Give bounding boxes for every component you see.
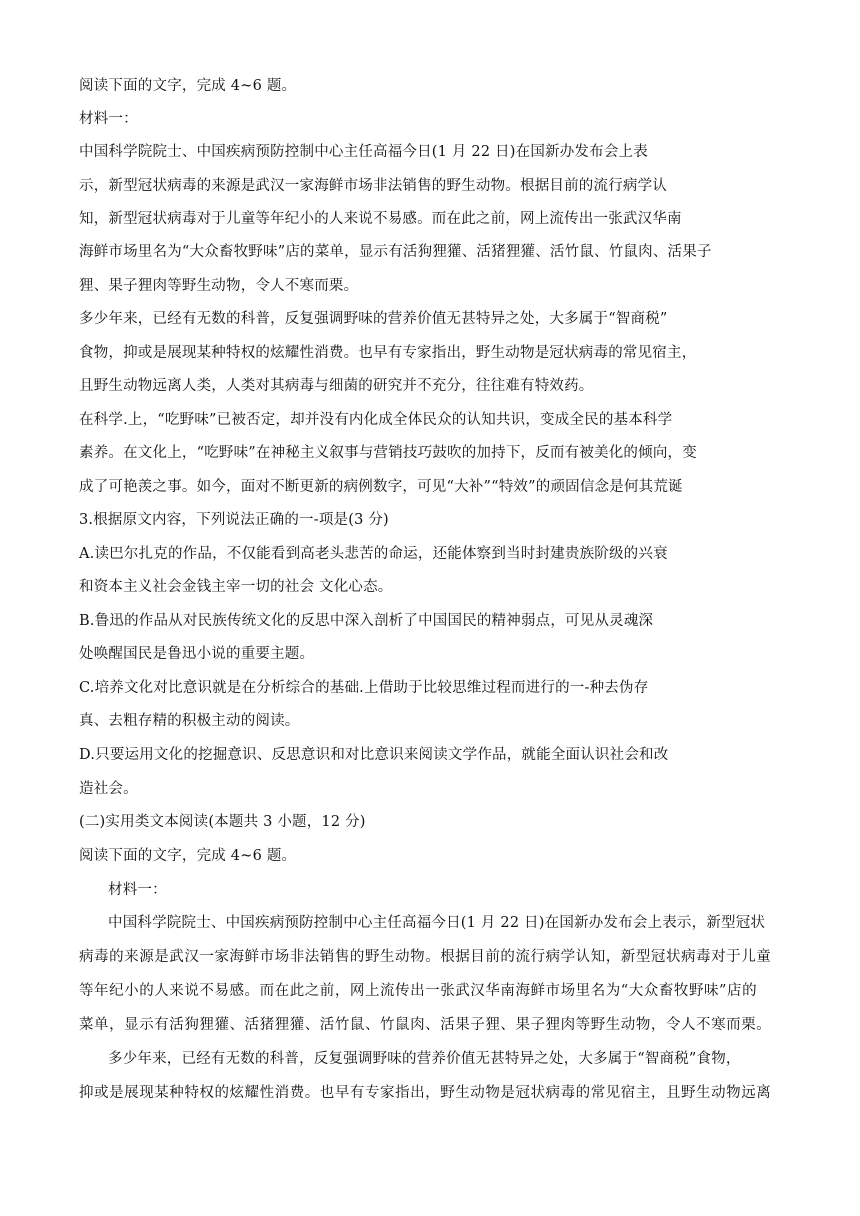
paragraph-line: 中国科学院院士、中国疾病预防控制中心主任高福今日(1 月 22 日)在国新办发布会上表示，新型冠状 — [108, 915, 766, 931]
text-line: 示，新型冠状病毒的来源是武汉一家海鲜市场非法销售的野生动物。根据目前的流行病学认 — [79, 178, 667, 194]
paragraph-line: 抑或是展现某种特权的炫耀性消费。也早有专家指出，野生动物是冠状病毒的常见宿主，且野生动物远离 — [79, 1085, 772, 1101]
text-line: 食物，抑或是展现某种特权的炫耀性消费。也早有专家指出，野生动物是冠状病毒的常见宿主， — [79, 345, 697, 361]
text-line: 且野生动物远离人类，人类对其病毒与细菌的研究并不充分，往往难有特效药。 — [79, 378, 594, 394]
question-stem: 3.根据原文内容，下列说法正确的一-项是(3 分) — [79, 512, 389, 528]
text-line: 海鲜市场里名为“大众畜牧野味”店的菜单，显示有活狗狸獾、活猪狸獾、活竹鼠、竹鼠肉、活果子 — [79, 244, 712, 260]
option-c-line: C.培养文化对比意识就是在分析综合的基础.上借助于比较思维过程而进行的一-种去伪存 — [79, 680, 649, 696]
section-heading: (二)实用类文本阅读(本题共 3 小题，12 分) — [79, 814, 366, 830]
option-b-line: 处唤醒国民是鲁迅小说的重要主题。 — [79, 646, 315, 662]
instruction-line: 阅读下面的文字，完成 4~6 题。 — [79, 848, 297, 864]
paragraph-line: 多少年来，已经有无数的科普，反复强调野味的营养价值无甚特异之处，大多属于“智商税”食物， — [108, 1051, 741, 1067]
material-heading: 材料一： — [108, 882, 167, 898]
text-line: 中国科学院院士、中国疾病预防控制中心主任高福今日(1 月 22 日)在国新办发布会上表 — [79, 144, 648, 160]
text-line: 狸、果子狸肉等野生动物，令人不寒而栗。 — [79, 278, 359, 294]
option-b-line: B.鲁迅的作品从对民族传统文化的反思中深入剖析了中国国民的精神弱点，可见从灵魂深 — [79, 613, 654, 629]
text-line: 多少年来，已经有无数的科普，反复强调野味的营养价值无甚特异之处，大多属于“智商税” — [79, 311, 668, 327]
option-d-line: 造社会。 — [79, 781, 138, 797]
option-c-line: 真、去粗存精的积极主动的阅读。 — [79, 713, 300, 729]
text-line: 知，新型冠状病毒对于儿童等年纪小的人来说不易感。而在此之前，网上流传出一张武汉华南 — [79, 211, 682, 227]
paragraph-line: 菜单，显示有活狗狸獾、活猪狸獾、活竹鼠、竹鼠肉、活果子狸、果子狸肉等野生动物，令人不寒而栗。 — [79, 1017, 772, 1033]
instruction-line: 阅读下面的文字，完成 4~6 题。 — [79, 78, 297, 94]
option-a-line: A.读巴尔扎克的作品，不仅能看到高老头悲苦的命运，还能体察到当时封建贵族阶级的兴衰 — [79, 546, 668, 562]
option-d-line: D.只要运用文化的挖掘意识、反思意识和对比意识来阅读文学作品，就能全面认识社会和改 — [79, 747, 669, 763]
paragraph-line: 病毒的来源是武汉一家海鲜市场非法销售的野生动物。根据目前的流行病学认知，新型冠状病毒对于儿童 — [79, 949, 772, 965]
text-line: 在科学.上，“吃野味”已被否定，却并没有内化成全体民众的认知共识，变成全民的基本科学 — [79, 412, 673, 428]
option-a-line: 和资本主义社会金钱主宰一切的社会 文化心态。 — [79, 579, 393, 595]
text-line: 成了可艳羡之事。如今，面对不断更新的病例数字，可见“大补”“特效”的顽固信念是何其荒诞 — [79, 479, 683, 495]
material-heading: 材料一： — [79, 111, 138, 127]
text-line: 素养。在文化上，“吃野味”在神秘主义叙事与营销技巧鼓吹的加持下，反而有被美化的倾向，变 — [79, 445, 697, 461]
paragraph-line: 等年纪小的人来说不易感。而在此之前，网上流传出一张武汉华南海鲜市场里名为“大众畜牧野味”店的 — [79, 983, 758, 999]
